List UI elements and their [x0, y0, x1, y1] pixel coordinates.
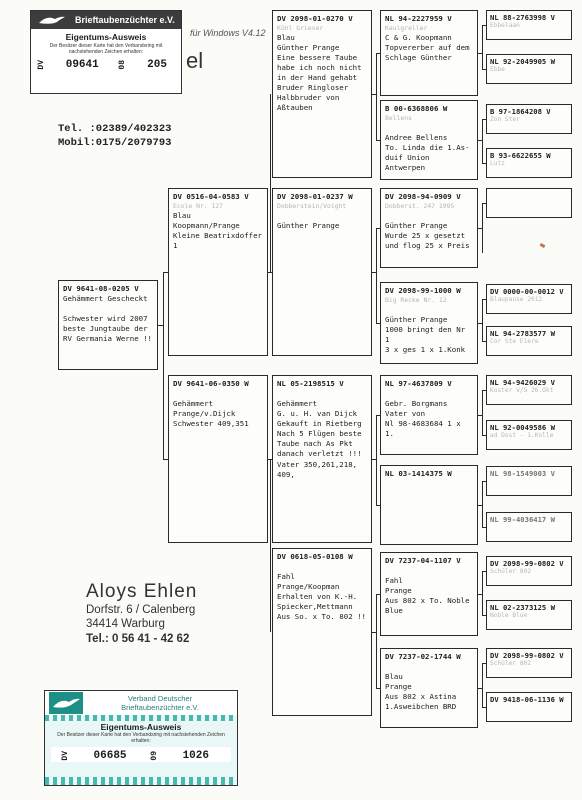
mf-line: Taube nach As Pkt: [277, 439, 353, 449]
connector: [482, 527, 486, 528]
mf-line: Gekauft in Rietberg: [277, 419, 362, 429]
gen3-line: Aus 802 x Astina: [385, 692, 457, 702]
owner-card-top-ring: [31, 55, 181, 71]
gen4-name: Lutz: [490, 160, 505, 168]
connector: [482, 119, 483, 163]
mother-line: Prange/v.Dijck: [173, 409, 236, 419]
gen3-ring: NL 94-2227959 V: [385, 14, 452, 23]
connector: [482, 203, 483, 253]
connector: [482, 299, 483, 341]
breeder-address: [86, 582, 197, 646]
gen4-box-13: [486, 556, 572, 586]
owner-card-top: [30, 10, 182, 94]
mf-line: danach verletzt !!!: [277, 449, 362, 459]
owner-card-bottom-year: 09: [150, 751, 160, 761]
connector: [376, 228, 377, 323]
gen3-box-7: [380, 552, 478, 636]
gen4-box-14: [486, 600, 572, 630]
connector: [478, 53, 482, 54]
grandmother-maternal-box: [272, 548, 372, 716]
gen3-line: 3 x ges 1 x 1.Konk: [385, 345, 466, 355]
gen4-ring: NL 94-2783577 W: [490, 329, 555, 338]
connector: [482, 25, 483, 69]
pigeon-line: Schwester wird 2007: [63, 314, 148, 324]
fm-line: [277, 211, 367, 221]
gen3-ring: DV 2098-94-0909 V: [385, 192, 461, 201]
gen4-name: Noble Blue: [490, 612, 528, 620]
pigeon-box: [58, 280, 158, 370]
connector: [163, 272, 164, 459]
gen4-box-7: [486, 284, 572, 314]
pigeon-logo-icon: [37, 13, 67, 27]
gen4-ring: DV 9418-06-1136 W: [490, 695, 564, 704]
connector: [482, 341, 486, 342]
gen4-ring: DV 2098-99-0802 V: [490, 559, 564, 568]
connector: [482, 571, 483, 615]
connector: [376, 505, 380, 506]
owner-card-top-prefix: DV: [37, 60, 46, 70]
mm-ring: DV 0618-05-0108 W: [277, 552, 353, 561]
gen4-box-12: [486, 512, 572, 542]
owner-card-bottom-number: 06685: [93, 750, 127, 762]
gen3-line: Günther Prange: [385, 314, 448, 324]
owner-card-bottom-club-1: Verband Deutscher: [127, 694, 193, 703]
gen3-box-5: [380, 375, 478, 455]
pigeon-line: RV Germania Werne !!: [63, 334, 152, 344]
connector: [482, 571, 486, 572]
gen3-name: Dobberst. 247 1995: [385, 202, 455, 211]
gen4-name: ad Dost - 1.Kolle: [490, 432, 554, 440]
gen4-ring: NL 99-4036417 W: [490, 515, 555, 524]
connector: [482, 707, 486, 708]
contact-block: [58, 122, 171, 150]
owner-card-top-header: [31, 11, 181, 29]
connector: [482, 163, 486, 164]
ff-line: Eine bessere Taube: [277, 52, 358, 62]
gen3-box-8: [380, 648, 478, 728]
mf-line: G. u. H. van Dijck: [277, 409, 358, 419]
connector: [478, 415, 482, 416]
gen4-box-9: [486, 375, 572, 405]
gen3-box-3: [380, 188, 478, 268]
mf-line: Gehämmert: [277, 399, 318, 409]
gen4-box-10: [486, 420, 572, 450]
connector: [376, 688, 380, 689]
gen4-name: Schüler 802: [490, 660, 531, 668]
gen4-ring: B 93-6622655 W: [490, 151, 551, 160]
connector: [376, 415, 380, 416]
mother-ring: DV 9641-06-0350 W: [173, 379, 249, 388]
stamp-fragment: el: [186, 48, 204, 73]
connector: [163, 272, 168, 273]
gen3-line: [385, 662, 473, 672]
connector: [482, 390, 486, 391]
gen3-name: Kaulgreller: [385, 24, 428, 33]
grandfather-paternal-box: [272, 10, 372, 178]
software-stamp: für Windows V4.12: [190, 28, 266, 38]
owner-card-top-title: Eigentums-Ausweis: [65, 32, 147, 42]
owner-card-bottom-ring-number: 1026: [182, 750, 209, 762]
connector: [478, 594, 482, 595]
ff-line: Günther Prange: [277, 42, 340, 52]
mm-line: [277, 562, 367, 572]
gen3-line: Schlage Günther: [385, 52, 452, 62]
gen4-name: Zon Ster: [490, 116, 520, 124]
gen3-ring: DV 7237-02-1744 W: [385, 652, 461, 661]
gen3-ring: DV 7237-04-1107 V: [385, 556, 461, 565]
grandfather-maternal-box: [272, 375, 372, 543]
gen4-box-5: [486, 188, 572, 218]
gen4-name: Koster V/S 26.Okt: [490, 387, 554, 395]
gen4-box-2: [486, 54, 572, 84]
connector: [478, 228, 482, 229]
father-ring: DV 0516-04-0583 V: [173, 192, 249, 201]
gen3-line: Fahl: [385, 576, 403, 586]
connector: [482, 299, 486, 300]
ff-line: Bruder Ringloser: [277, 83, 349, 93]
gen3-line: To. Linda die 1.As-: [385, 142, 470, 152]
owner-card-top-fine-print: Der Besitzer dieser Karte hat den Verbandsring mit nachstehenden Zeichen erhalten:: [49, 43, 163, 55]
gen3-ring: B 00-6368806 W: [385, 104, 448, 113]
father-line: 1: [173, 240, 178, 250]
gen4-ring: B 97-1864208 V: [490, 107, 551, 116]
ff-name: Kühl Grieser: [277, 24, 324, 33]
gen3-line: [385, 305, 473, 315]
gen3-box-4: [380, 282, 478, 364]
owner-card-bottom-club-2: Brieftaubenzüchter e.V.: [121, 703, 199, 712]
owner-card-bottom-fine-print: Der Besitzer dieser Karte hat den Verbandsring mit nachstehenden Zeichen erhalten:: [57, 732, 225, 744]
gen3-line: Prange: [385, 682, 412, 692]
owner-card-top-club: Brieftaubenzüchter e.V.: [75, 15, 175, 25]
connector: [482, 663, 486, 664]
mother-line: [173, 389, 263, 399]
mm-line: Prange/Koopman: [277, 582, 340, 592]
mf-line: Vater 350,261,218,: [277, 459, 358, 469]
gen3-box-2: [380, 100, 478, 180]
owner-card-bottom-pattern: [45, 715, 237, 721]
pigeon-logo-icon: [49, 692, 83, 714]
connector: [268, 272, 272, 273]
gen3-line: Topvererber auf dem: [385, 42, 470, 52]
gen3-line: 1.Asweibchen BRD: [385, 702, 457, 712]
father-box: [168, 188, 268, 356]
gen3-name: Big Recke Nr. 12: [385, 296, 447, 305]
gen3-line: Vater von: [385, 409, 426, 419]
connector: [270, 459, 271, 632]
connector: [478, 323, 482, 324]
gen3-line: Günther Prange: [385, 220, 448, 230]
connector: [372, 272, 376, 273]
gen3-line: Blau: [385, 672, 403, 682]
gen3-line: Nl 98-4683684 1 x 1.: [385, 419, 461, 439]
mother-box: [168, 375, 268, 543]
gen4-box-8: [486, 326, 572, 356]
connector: [478, 505, 482, 506]
gen4-ring: DV 2098-99-0802 V: [490, 651, 564, 660]
gen4-ring: NL 92-2049905 W: [490, 57, 555, 66]
gen3-line: [385, 389, 473, 399]
gen4-name: Cor Ste Eiere: [490, 338, 539, 346]
gen4-ring: NL 94-9426029 V: [490, 378, 555, 387]
gen3-line: und flog 25 x Preis: [385, 240, 470, 250]
owner-card-top-year: 08: [118, 60, 128, 70]
gen3-line: Aus 802 x To. Noble: [385, 596, 470, 606]
gen4-name: Ebbelaan: [490, 22, 520, 30]
gen3-line: C & G. Koopmann: [385, 32, 452, 42]
connector: [478, 140, 482, 141]
ink-mark: [540, 243, 546, 248]
breeder-street: Dorfstr. 6 / Calenberg: [86, 603, 196, 616]
gen3-line: [385, 123, 473, 133]
gen3-box-1: [380, 10, 478, 96]
grandmother-paternal-box: [272, 188, 372, 356]
connector: [376, 594, 380, 595]
connector: [163, 459, 168, 460]
gen3-line: duif Union Antwerpen: [385, 152, 430, 173]
connector: [482, 435, 486, 436]
connector: [376, 415, 377, 505]
gen4-ring: NL 98-1549003 V: [490, 469, 555, 478]
mm-line: Erhalten von K.-H.: [277, 592, 358, 602]
connector: [372, 632, 376, 633]
gen3-line: Gebr. Borgmans: [385, 399, 448, 409]
pigeon-line: beste Jungtaube der: [63, 324, 148, 334]
ff-ring: DV 2098-01-0270 V: [277, 14, 353, 23]
gen4-ring: NL 92-0049586 W: [490, 423, 555, 432]
mf-line: 409,: [277, 469, 295, 479]
connector: [376, 53, 377, 140]
gen4-name: Schüler 802: [490, 568, 531, 576]
connector: [376, 53, 380, 54]
gen3-box-6: [380, 465, 478, 545]
connector: [482, 203, 486, 204]
connector: [482, 663, 483, 707]
gen3-line: Andree Bellens: [385, 132, 448, 142]
connector: [270, 94, 271, 272]
gen3-line: Prange: [385, 586, 412, 596]
mm-line: Aus So. x To. 802 !!: [277, 612, 366, 622]
owner-card-top-number: 09641: [65, 59, 99, 71]
connector: [482, 390, 483, 435]
gen3-name: Bellens: [385, 114, 412, 123]
mf-ring: NL 05-2198515 V: [277, 379, 344, 388]
breeder-phone: Tel.: 0 56 41 - 42 62: [86, 632, 190, 645]
gen3-ring: NL 97-4637809 V: [385, 379, 452, 388]
mm-line: Fahl: [277, 572, 295, 582]
ff-line: Blau: [277, 32, 295, 42]
connector: [482, 25, 486, 26]
connector: [482, 481, 486, 482]
owner-card-bottom-ring: [51, 747, 231, 762]
mother-line: Gehämmert: [173, 399, 214, 409]
gen4-box-4: [486, 148, 572, 178]
pigeon-line: Gehämmert Gescheckt: [63, 294, 148, 304]
connector: [376, 140, 380, 141]
gen4-name: Ebbe: [490, 66, 505, 74]
gen3-line: [385, 211, 473, 221]
gen3-line: 1000 bringt den Nr 1: [385, 324, 466, 344]
contact-mobile: Mobil:0175/2079793: [58, 137, 172, 150]
connector: [372, 459, 376, 460]
owner-card-bottom: [44, 690, 238, 786]
pigeon-ring: DV 9641-08-0205 V: [63, 284, 139, 293]
ff-line: habe ich noch nicht: [277, 62, 362, 72]
father-name: Ecole Nr. 127: [173, 202, 224, 211]
gen3-ring: NL 03-1414375 W: [385, 469, 452, 478]
pigeon-line: [63, 304, 153, 314]
gen4-box-16: [486, 692, 572, 722]
connector: [376, 594, 377, 688]
connector: [478, 688, 482, 689]
fm-name: Dobberstein/Voight: [277, 202, 347, 211]
gen4-box-3: [486, 104, 572, 134]
breeder-city: 34414 Warburg: [86, 618, 165, 631]
connector: [372, 94, 376, 95]
gen4-box-1: [486, 10, 572, 40]
gen3-line: Wurde 25 x gesetzt: [385, 230, 466, 240]
breeder-name: Aloys Ehlen: [86, 581, 198, 602]
owner-card-bottom-header: [45, 691, 237, 715]
gen4-ring: NL 02-2373125 W: [490, 603, 555, 612]
father-line: Kleine Beatrixdoffer: [173, 230, 262, 240]
connector: [482, 119, 486, 120]
connector: [482, 69, 486, 70]
connector: [376, 228, 380, 229]
father-line: Koopmann/Prange: [173, 220, 240, 230]
ff-line: in der Hand gehabt: [277, 73, 358, 83]
mf-line: Nach 5 Flügen beste: [277, 429, 362, 439]
fm-ring: DV 2098-01-0237 W: [277, 192, 353, 201]
owner-card-bottom-pattern-low: [45, 777, 237, 785]
gen4-ring: DV 0000-00-0012 V: [490, 287, 564, 296]
ff-line: Halbbruder von: [277, 93, 340, 103]
connector: [376, 323, 380, 324]
father-line: Blau: [173, 210, 191, 220]
gen4-name: Blaupause 2012: [490, 296, 543, 304]
connector: [482, 481, 483, 527]
owner-card-bottom-title: Eigentums-Ausweis: [100, 722, 182, 732]
mm-line: Spiecker,Mettmann: [277, 602, 353, 612]
fm-line: Günther Prange: [277, 220, 340, 230]
gen3-line: Blue: [385, 606, 403, 616]
gen4-box-11: [486, 466, 572, 496]
ff-line: Aßtauben: [277, 103, 313, 113]
connector: [482, 615, 486, 616]
owner-card-top-ring-number: 205: [147, 59, 167, 71]
gen4-box-15: [486, 648, 572, 678]
connector: [268, 459, 272, 460]
contact-phone: Tel. :02389/402323: [58, 123, 172, 135]
mother-line: Schwester 409,351: [173, 419, 249, 429]
owner-card-bottom-prefix: DV: [61, 751, 70, 761]
gen3-ring: DV 2098-99-1000 W: [385, 286, 461, 295]
gen4-ring: NL 88-2763998 V: [490, 13, 555, 22]
mf-line: [277, 389, 367, 399]
